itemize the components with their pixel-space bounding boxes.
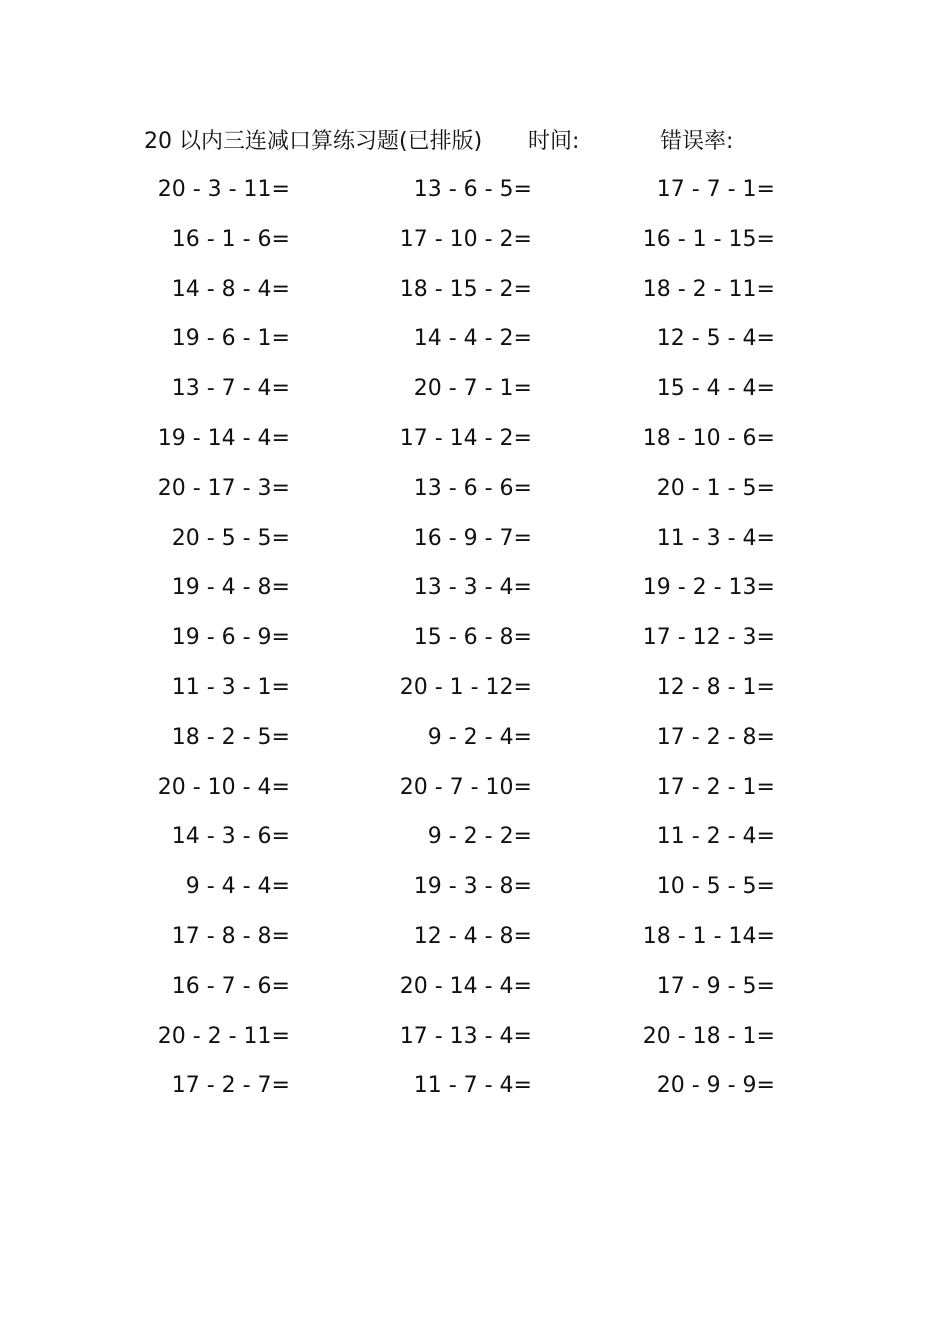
problem-item: 20 - 18 - 1= [642, 1023, 775, 1049]
problem-row [0, 568, 950, 618]
problem-item: 13 - 7 - 4= [171, 376, 290, 402]
problem-item: 15 - 6 - 8= [413, 625, 532, 651]
problem-item: 20 - 9 - 9= [656, 1073, 775, 1099]
problem-item: 19 - 6 - 9= [171, 625, 290, 651]
problem-item: 20 - 5 - 5= [171, 525, 290, 551]
problem-row [0, 419, 950, 469]
problem-item: 17 - 2 - 1= [656, 774, 775, 800]
problem-item: 9 - 2 - 4= [427, 724, 532, 750]
problem-item: 20 - 7 - 10= [399, 774, 532, 800]
problem-item: 14 - 8 - 4= [171, 276, 290, 302]
problem-item: 20 - 1 - 12= [399, 674, 532, 700]
problem-item: 17 - 14 - 2= [399, 425, 532, 451]
problem-row [0, 1017, 950, 1067]
problem-item: 20 - 2 - 11= [157, 1023, 290, 1049]
problem-item: 16 - 9 - 7= [413, 525, 532, 551]
problem-item: 19 - 6 - 1= [171, 326, 290, 352]
problem-item: 12 - 5 - 4= [656, 326, 775, 352]
problem-item: 11 - 3 - 1= [171, 674, 290, 700]
problem-item: 17 - 8 - 8= [171, 923, 290, 949]
problem-item: 20 - 3 - 11= [157, 177, 290, 202]
problem-row [0, 967, 950, 1017]
problem-item: 18 - 10 - 6= [642, 425, 775, 451]
problem-item: 17 - 12 - 3= [642, 625, 775, 651]
problem-item: 11 - 2 - 4= [656, 824, 775, 850]
problem-item: 17 - 2 - 8= [656, 724, 775, 750]
problem-item: 20 - 17 - 3= [157, 475, 290, 501]
problem-row [0, 618, 950, 668]
problem-row [0, 668, 950, 718]
problem-item: 17 - 9 - 5= [656, 973, 775, 999]
problem-row [0, 270, 950, 320]
problem-item: 18 - 2 - 5= [171, 724, 290, 750]
problem-row [0, 817, 950, 867]
problem-row [0, 220, 950, 270]
problem-item: 11 - 3 - 4= [656, 525, 775, 551]
problem-row [0, 170, 950, 220]
problem-item: 16 - 1 - 15= [642, 226, 775, 252]
problem-item: 10 - 5 - 5= [656, 874, 775, 900]
problem-item: 18 - 2 - 11= [642, 276, 775, 302]
problem-item: 20 - 14 - 4= [399, 973, 532, 999]
problem-item: 9 - 4 - 4= [185, 874, 290, 900]
problem-row [0, 718, 950, 768]
problem-row [0, 1066, 950, 1116]
problem-grid [0, 170, 950, 1116]
problem-item: 17 - 7 - 1= [656, 177, 775, 202]
problem-item: 9 - 2 - 2= [427, 824, 532, 850]
problem-row [0, 917, 950, 967]
problem-row [0, 519, 950, 569]
time-label: 时间: [528, 129, 580, 154]
problem-item: 19 - 4 - 8= [171, 575, 290, 601]
problem-row [0, 768, 950, 818]
problem-item: 17 - 13 - 4= [399, 1023, 532, 1049]
problem-item: 20 - 1 - 5= [656, 475, 775, 501]
worksheet-header [144, 124, 844, 160]
problem-item: 18 - 1 - 14= [642, 923, 775, 949]
problem-item: 14 - 4 - 2= [413, 326, 532, 352]
problem-item: 20 - 7 - 1= [413, 376, 532, 402]
problem-row [0, 469, 950, 519]
problem-item: 18 - 15 - 2= [399, 276, 532, 302]
problem-item: 16 - 1 - 6= [171, 226, 290, 252]
problem-item: 12 - 8 - 1= [656, 674, 775, 700]
worksheet-title: 20 以内三连减口算练习题(已排版) [144, 129, 483, 154]
problem-item: 12 - 4 - 8= [413, 923, 532, 949]
problem-item: 13 - 6 - 5= [413, 177, 532, 202]
problem-item: 19 - 3 - 8= [413, 874, 532, 900]
problem-item: 17 - 2 - 7= [171, 1073, 290, 1099]
problem-item: 13 - 6 - 6= [413, 475, 532, 501]
problem-row [0, 867, 950, 917]
problem-item: 13 - 3 - 4= [413, 575, 532, 601]
problem-item: 11 - 7 - 4= [413, 1073, 532, 1099]
problem-row [0, 319, 950, 369]
problem-item: 19 - 2 - 13= [642, 575, 775, 601]
error-rate-label: 错误率: [660, 129, 734, 154]
problem-row [0, 369, 950, 419]
problem-item: 19 - 14 - 4= [157, 425, 290, 451]
problem-item: 16 - 7 - 6= [171, 973, 290, 999]
problem-item: 17 - 10 - 2= [399, 226, 532, 252]
problem-item: 14 - 3 - 6= [171, 824, 290, 850]
problem-item: 20 - 10 - 4= [157, 774, 290, 800]
problem-item: 15 - 4 - 4= [656, 376, 775, 402]
